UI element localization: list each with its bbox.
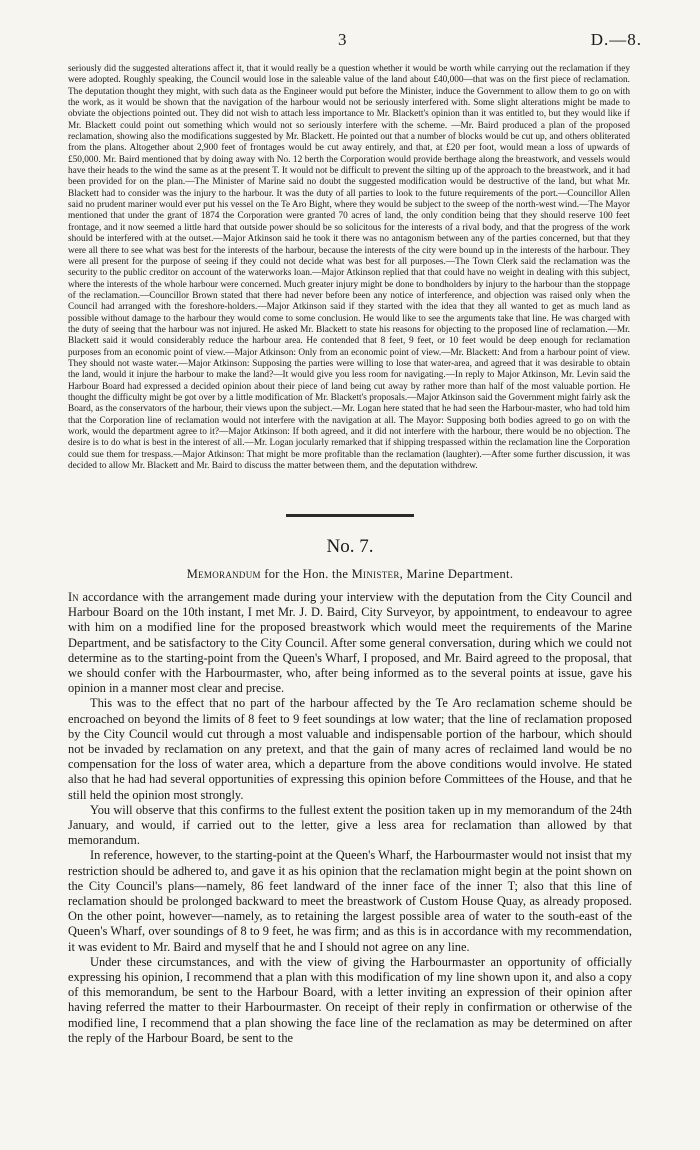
memo-body [68, 590, 632, 1046]
deputation-report-paragraph: seriously did the suggested alterations affect it, that it would really be a question whether it would be worth while carrying out the reclamation if they were adopted. Roughly speaking, the Council would lose in the saleable value of the land about £40,000—that was on the first piece of reclamation. The deputation thought they might, with such data as the Engineer would put before the Minister, induce the Government to allow them to go on with the work, as it would be shown that the navigation of the harbour would not be seriously interfered with. Some slight alterations might be made to obviate the objections pointed out. They did not wish to attach less importance to Mr. Blackett's opinion than it was entitled to, but they would like if Mr. Blackett could point out something which would not so seriously interfere with the scheme. —Mr. Baird produced a plan of the proposed reclamation, showing also the modifications suggested by Mr. Blackett. He pointed out that a number of blocks would be cut up, and others obliterated from the plans. Altogether about 2,900 feet of frontages would be cut away entirely, and that, at £20 per foot, would mean a loss of upwards of £50,000. Mr. Baird mentioned that by doing away with No. 12 berth the Corporation would provide berthage along the breastwork, and vessels would have their heads to the wind the same as at the present T. It would not be difficult to prevent the silting up of the approach to the breastwork, and it had been provided for on the plan.—The Minister of Marine said no doubt the suggested modification would be destructive of the land, but what Mr. Blackett had to consider was the injury to the harbour. It was the duty of all parties to look to the future requirements of the port.—Councillor Allen said no prudent mariner would ever put his vessel on the Te Aro Bight, where they would be subject to the sweep of the north-west wind.—The Mayor mentioned that under the grant of 1874 the Corporation were granted 70 acres of land, the only condition being that they should reserve 100 feet frontage, and it now seemed a little hard that outside power should be so solicitous for the interests of a rival body, and that the progress of the work should be interfered with at the outset.—Major Atkinson said he took it there was no antagonism between any of the parties concerned, but that they were all there to see what was best for the interests of the harbour, because the interests of the city were bound up in the interests of the harbour. They were all present for the purpose of seeing if they could not decide what was best for all purposes.—The Town Clerk said the reclamation was the security to the public creditor on account of the waterworks loan.—Major Atkinson replied that that could have no weight in dealing with this subject, where the interests of the whole harbour were concerned. Much greater injury might be done to bondholders by injury to the harbour than the stoppage of the reclamation.—Councillor Brown stated that there had never before been any notice of interference, and objection was raised only when the Council had arranged with the foreshore-holders.—Major Atkinson said if they started with the idea that they all wanted to get as much land as possible without damage to the harbour they would come to some conclusion. He would like to see the arguments take that line. He was charged with the duty of seeing that the harbour was not injured. He asked Mr. Blackett to state his reasons for objecting to the proposed line of reclamation.—Mr. Blackett said it would considerably reduce the harbour area. He contended that 8 feet, 9 feet, or 10 feet would be deep enough for reclamation purposes from an economic point of view.—Major Atkinson: Only from an economic point of view.—Mr. Blackett: And from a harbour point of view. They should not waste water.—Major Atkinson: Supposing the parties were willing to lose that water-area, and agreed that it was desirable to obtain the land, would it injure the harbour to make the land?—It would give you less room for navigating.—In reply to Major Atkinson, Mr. Levin said the Harbour Board had expressed a decided opinion about their piece of land being cut away by rather more than half of the most valuable portion. He thought the difficulty might be got over by a little modification of Mr. Blackett's proposals.—Major Atkinson said the Government might fairly ask the Board, as the conservators of the harbour, their views upon the subject.—Mr. Logan here stated that he had seen the Harbour-master, who had told him that the Corporation line of reclamation would not interfere with the navigation at all. The Mayor: Supposing both bodies agreed to go on with the work, would the department agree to it?—Major Atkinson: If both agreed, and it did not interfere with the harbour, there would be no objection. The desire is to do what is best in the interest of all.—Mr. Logan jocularly remarked that if shipping trespassed within the reclamation line the Corporation could sue them for trespass.—Major Atkinson: That might be more profitable than the reclamation (laughter).—After some further discussion, it was decided to allow Mr. Blackett and Mr. Baird to discuss the matter between them, and the deputation withdrew. [68, 64, 630, 472]
memo-paragraph-2: This was to the effect that no part of the harbour affected by the Te Aro reclamation scheme should be encroached on beyond the limits of 8 feet to 9 feet soundings at low water; that the line of reclamation proposed by the City Council would cut through a most valuable and indispensable portion of the harbour, which should not be invaded by reclamation on any pretext, and that the gain of many acres of reclaimed land would be no compensation for the loss of water area, which a departure from the above conditions would involve. He stated also that he had had several opportunities of expressing this opinion before Committees of the House, and that he still held the opinion most strongly. [68, 696, 632, 802]
section-number: No. 7. [326, 536, 374, 557]
memo-paragraph-1-text: accordance with the arrangement made during your interview with the deputation from the City Council and Harbour Board on the 10th instant, I met Mr. J. D. Baird, City Surveyor, by appointment, to endeavour to agree with him on a modified line for the proposed breastwork which would meet the requirements of the Marine Department, and be satisfactory to the City Council. After some general conversation, during which we could not determine as to the starting-point from the Queen's Wharf, I proposed, and Mr. Baird agreed to the proposal, that we should confer with the Harbourmaster, who, after being informed as to the several points at issue, gave his opinion in a manner most clear and precise. [68, 590, 632, 696]
page-header [0, 30, 700, 54]
memo-title-mid: for the Hon. the [260, 567, 352, 581]
memo-title-end: , Marine Department. [399, 567, 514, 581]
document-reference: D.—8. [590, 30, 642, 49]
deputation-report [68, 64, 630, 472]
memo-title-minister: Minister [351, 567, 400, 581]
memo-title-lead: Memorandum [186, 567, 261, 581]
section-divider [286, 514, 414, 517]
page-number: 3 [338, 30, 347, 49]
memo-paragraph-4: In reference, however, to the starting-point at the Queen's Wharf, the Harbourmaster would not insist that my restriction should be adhered to, and gave it as his opinion that the reclamation might begin at the point shown on the City Council's plans—namely, 86 feet landward of the inner face of the inner T; also that this line of reclamation should be prolonged backward to meet the breastwork of Custom House Quay, as already proposed. On the other point, however—namely, as to retaining the largest possible area of water to the south-east of the Queen's Wharf, over soundings of 8 to 9 feet, he was firm; and as this is in accordance with my recommendation, it was evident to Mr. Baird and myself that he and I should not agree on any line. [68, 848, 632, 954]
memo-paragraph-5: Under these circumstances, and with the view of giving the Harbourmaster an opportunity of officially expressing his opinion, I recommend that a plan with this modification of my line shown upon it, and also a copy of this memorandum, be sent to the Harbour Board, with a letter inviting an expression of their opinion after having referred the matter to their Harbourmaster. On receipt of their reply in confirmation or otherwise of the modified line, I recommend that a plan showing the face line of the reclamation as may be determined on after the reply of the Harbour Board, be sent to the [68, 954, 632, 1045]
memo-paragraph-3: You will observe that this confirms to the fullest extent the position taken up in my memorandum of the 24th January, and would, if carried out to the letter, give a less area for reclamation than allowed by that memorandum. [68, 802, 632, 848]
memo-paragraph-1 [68, 590, 632, 696]
memo-title [0, 567, 700, 582]
memo-paragraph-1-lead: In [68, 590, 79, 604]
